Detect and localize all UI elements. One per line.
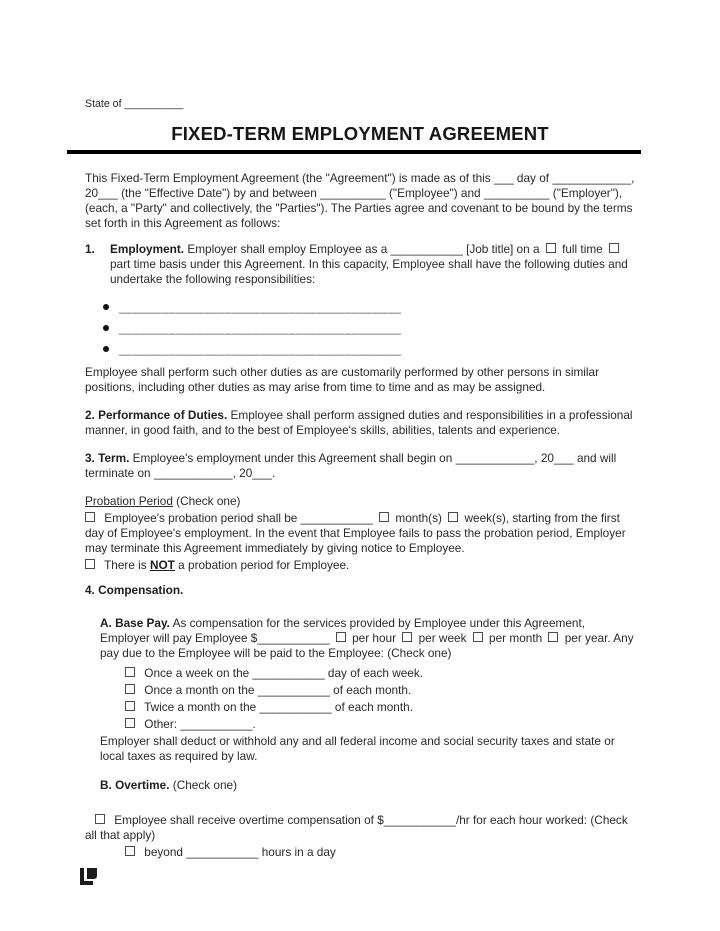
no-probation-text-2: a probation period for Employee.	[178, 558, 350, 572]
pay-option-other-label: Other: ___________.	[144, 717, 256, 731]
pay-option-weekly	[85, 666, 635, 681]
logo-bottom-bar	[80, 881, 93, 885]
no-probation-not-word: NOT	[149, 558, 175, 572]
probation-heading-line	[85, 494, 635, 509]
section-performance	[85, 408, 635, 438]
pay-option-twice-monthly-label: Twice a month on the ___________ of each month.	[144, 700, 413, 714]
pay-frequency-options	[85, 666, 635, 732]
pay-option-weekly-label: Once a week on the ___________ day of each week.	[144, 666, 424, 680]
probation-option-2	[85, 558, 635, 573]
full-time-label: full time	[562, 242, 603, 256]
intro-paragraph: This Fixed-Term Employment Agreement (the "Agreement") is made as of this ___ day of ____________, 20___ (the "Effective Date") by and between __________ ("Employee") and __________ ("Employer"), (each, a "Party" and collectively, the "Parties"). The Parties agree and covenant to be bound by the terms set forth in this Agreement as follows:	[85, 171, 635, 230]
no-probation-text-1: There is	[104, 558, 147, 572]
title-divider	[67, 150, 641, 154]
section-employment-label: Employment.	[110, 242, 185, 256]
bullet-icon	[103, 304, 109, 310]
duty-blank-line[interactable]: ________________________________________	[119, 300, 402, 314]
bullet-icon	[103, 346, 109, 352]
probation-weeks-checkbox[interactable]	[448, 512, 458, 522]
term-text: Employee's employment under this Agreement shall begin on ____________, 20___ and will terminate on ____________, 20___.	[85, 451, 617, 480]
probation-option-1-checkbox[interactable]	[85, 512, 95, 522]
per-hour-label: per hour	[352, 631, 397, 645]
probation-option-1-text-1: Employee's probation period shall be ___________	[104, 511, 373, 525]
base-pay-label: A. Base Pay.	[100, 616, 170, 630]
employment-closing-paragraph: Employee shall perform such other duties as are customarily performed by other persons in similar positions, including other duties as may arise from time to time and as may be assigned.	[85, 365, 600, 394]
no-probation-checkbox[interactable]	[85, 559, 95, 569]
pay-option-weekly-checkbox[interactable]	[125, 667, 135, 677]
withholding-paragraph: Employer shall deduct or withhold any and all federal income and social security taxes and state or local taxes as required by law.	[100, 734, 615, 763]
employment-text-1: Employer shall employ Employee as a ___________ [Job title] on a	[187, 242, 540, 256]
overtime-daily-checkbox[interactable]	[125, 846, 135, 856]
per-month-label: per month	[489, 631, 543, 645]
per-month-checkbox[interactable]	[473, 632, 483, 642]
probation-option-1	[85, 511, 635, 556]
base-pay-text-2: per year. Any pay due to the Employee will be paid to the Employee: (Check one)	[100, 631, 634, 660]
bullet-icon	[103, 325, 109, 331]
part-time-label: part time	[110, 257, 156, 271]
pay-option-twice-monthly-checkbox[interactable]	[125, 701, 135, 711]
duty-blank-line[interactable]: ________________________________________	[119, 321, 402, 335]
probation-heading: Probation Period	[85, 494, 173, 508]
probation-months-label: month(s)	[395, 511, 442, 525]
probation-check-one: (Check one)	[176, 494, 241, 508]
duty-blank-row	[85, 300, 635, 315]
employment-text-2: basis under this Agreement. In this capacity, Employee shall have the following duties and undertake the following responsibilities:	[110, 257, 628, 286]
pay-option-other	[85, 717, 635, 732]
section-performance-label: 2. Performance of Duties.	[85, 408, 228, 422]
pay-option-monthly-checkbox[interactable]	[125, 684, 135, 694]
overtime-option-1-text: Employee shall receive overtime compensation of $___________/hr for each hour worked: (Check all that apply)	[85, 813, 628, 842]
overtime-label: B. Overtime.	[100, 778, 170, 792]
section-term-label: 3. Term.	[85, 451, 130, 465]
part-time-checkbox[interactable]	[609, 243, 619, 253]
full-time-checkbox[interactable]	[546, 243, 556, 253]
probation-weeks-text: week(s), starting from the first day of Employee's employment. In the event that Employee fails to pass the probation period, Employer may terminate this Agreement immediately by giving notice to Employee.	[85, 511, 626, 555]
overtime-sub-option-daily	[85, 845, 635, 860]
per-week-checkbox[interactable]	[402, 632, 412, 642]
performance-text: Employee shall perform assigned duties and responsibilities in a professional manner, in good faith, and to the best of Employee's skills, abilities, talents and experience.	[85, 408, 633, 437]
overtime-check-one: (Check one)	[172, 778, 238, 792]
probation-months-checkbox[interactable]	[379, 512, 389, 522]
per-hour-checkbox[interactable]	[336, 632, 346, 642]
base-pay-text-1: As compensation for the services provided by Employee under this Agreement, Employer will pay Employee $___________	[100, 616, 586, 645]
logo-square-block	[87, 868, 97, 879]
per-year-checkbox[interactable]	[548, 632, 558, 642]
pay-option-twice-monthly	[85, 700, 635, 715]
section-employment	[85, 242, 635, 287]
overtime-heading-line	[85, 778, 635, 793]
overtime-daily-text: beyond ___________ hours in a day	[144, 845, 336, 859]
overtime-option-1	[85, 813, 635, 843]
section-term	[85, 451, 635, 481]
pay-option-monthly	[85, 683, 635, 698]
pay-option-monthly-label: Once a month on the ___________ of each month.	[144, 683, 412, 697]
duty-blank-row	[85, 321, 635, 336]
duty-blank-line[interactable]: ________________________________________	[119, 342, 402, 356]
document-title: FIXED-TERM EMPLOYMENT AGREEMENT	[171, 123, 549, 144]
per-week-label: per week	[418, 631, 467, 645]
state-of-line: State of __________	[85, 98, 184, 110]
section-compensation-heading: 4. Compensation.	[85, 583, 184, 597]
probation-period-block	[85, 494, 635, 573]
section-employment-number: 1.	[85, 242, 95, 256]
duty-blank-row	[85, 342, 635, 357]
legal-templates-logo-icon	[80, 868, 97, 885]
base-pay-paragraph	[85, 616, 635, 661]
pay-option-other-checkbox[interactable]	[125, 718, 135, 728]
overtime-option-1-checkbox[interactable]	[95, 814, 105, 824]
duties-bullet-list	[85, 300, 635, 357]
